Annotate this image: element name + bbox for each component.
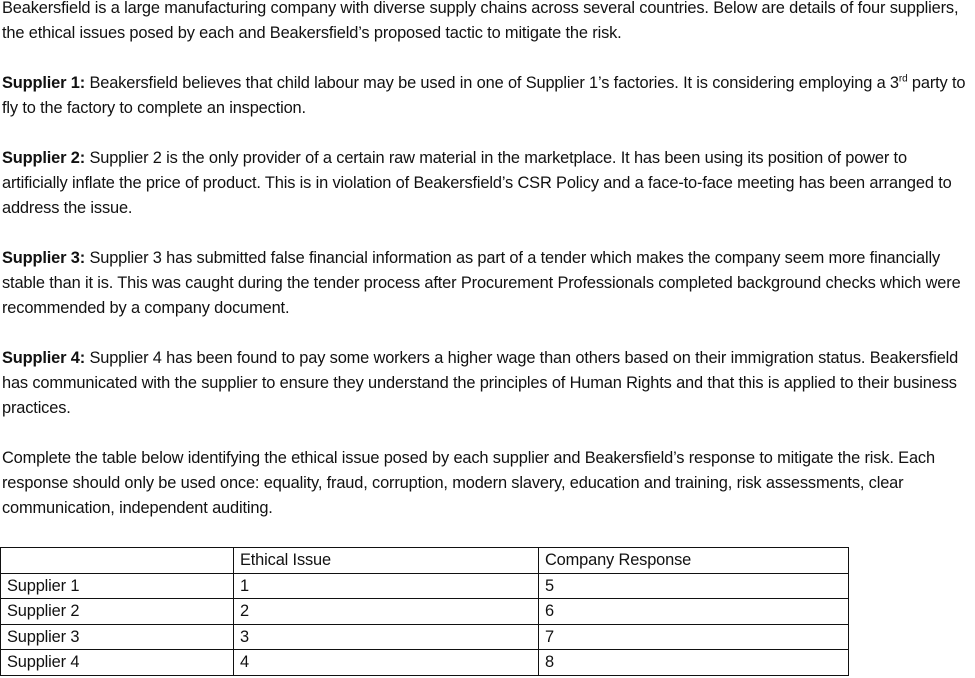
supplier-3-text: Supplier 3 has submitted false financial information as part of a tender which makes the company seem more financially stable than it is. This was caught during the tender process after Procurement Professionals completed background checks which were recommended by a company document.	[2, 249, 961, 317]
table-header-row	[1, 548, 849, 574]
table-cell: 2	[234, 599, 539, 625]
table-cell: 6	[539, 599, 849, 625]
table-row	[1, 650, 849, 676]
supplier-2-text: Supplier 2 is the only provider of a certain raw material in the marketplace. It has been using its position of power to artificially inflate the price of product. This is in violation of Beakersfield’s CSR Policy and a face-to-face meeting has been arranged to address the issue.	[2, 149, 952, 217]
intro-paragraph: Beakersfield is a large manufacturing company with diverse supply chains across several countries. Below are details of four suppliers, the ethical issues posed by each and Beakersfield’s proposed tactic to mitigate the risk.	[2, 0, 959, 42]
table-row	[1, 573, 849, 599]
response-table	[0, 547, 849, 676]
table-cell: 7	[539, 624, 849, 650]
document-body	[2, 0, 972, 546]
table-cell: 8	[539, 650, 849, 676]
supplier-1-text-start: Beakersfield believes that child labour may be used in one of Supplier 1’s factories. It is considering employing a 3	[85, 74, 899, 92]
supplier-1-colon: :	[79, 74, 86, 92]
table-header-cell: Company Response	[539, 548, 849, 574]
supplier-2-paragraph	[2, 146, 972, 221]
supplier-1-label: Supplier 1	[2, 74, 80, 92]
instruction-paragraph: Complete the table below identifying the ethical issue posed by each supplier and Beakersfield’s response to mitigate the risk. Each response should only be used once: equality, fraud, corruption, modern slavery, education and training, risk assessments, clear communication, independent auditing.	[2, 449, 935, 517]
table-row	[1, 624, 849, 650]
supplier-4-label: Supplier 4	[2, 349, 80, 367]
table-cell: 1	[234, 573, 539, 599]
supplier-3-label: Supplier 3	[2, 249, 80, 267]
table-cell: 5	[539, 573, 849, 599]
table-header-cell: Ethical Issue	[234, 548, 539, 574]
table-cell: Supplier 3	[1, 624, 234, 650]
table-header-cell	[1, 548, 234, 574]
supplier-3-colon: :	[79, 249, 86, 267]
supplier-4-colon: :	[79, 349, 86, 367]
supplier-2-label: Supplier 2	[2, 149, 80, 167]
table-cell: 4	[234, 650, 539, 676]
supplier-1-text-end: party to fly to the factory to complete an inspection.	[2, 74, 966, 117]
table-cell: Supplier 2	[1, 599, 234, 625]
supplier-2-colon: :	[79, 149, 86, 167]
table-row	[1, 599, 849, 625]
supplier-4-text: Supplier 4 has been found to pay some workers a higher wage than others based on their immigration status. Beakersfield has communicated with the supplier to ensure they understand the principles of Human Rights and that this is applied to their business practices.	[2, 349, 959, 417]
ordinal-superscript: rd	[898, 73, 908, 85]
table-cell: Supplier 1	[1, 573, 234, 599]
table-cell: Supplier 4	[1, 650, 234, 676]
table-cell: 3	[234, 624, 539, 650]
supplier-4-paragraph	[2, 346, 972, 421]
supplier-3-paragraph	[2, 246, 972, 321]
supplier-1-paragraph	[2, 71, 972, 121]
